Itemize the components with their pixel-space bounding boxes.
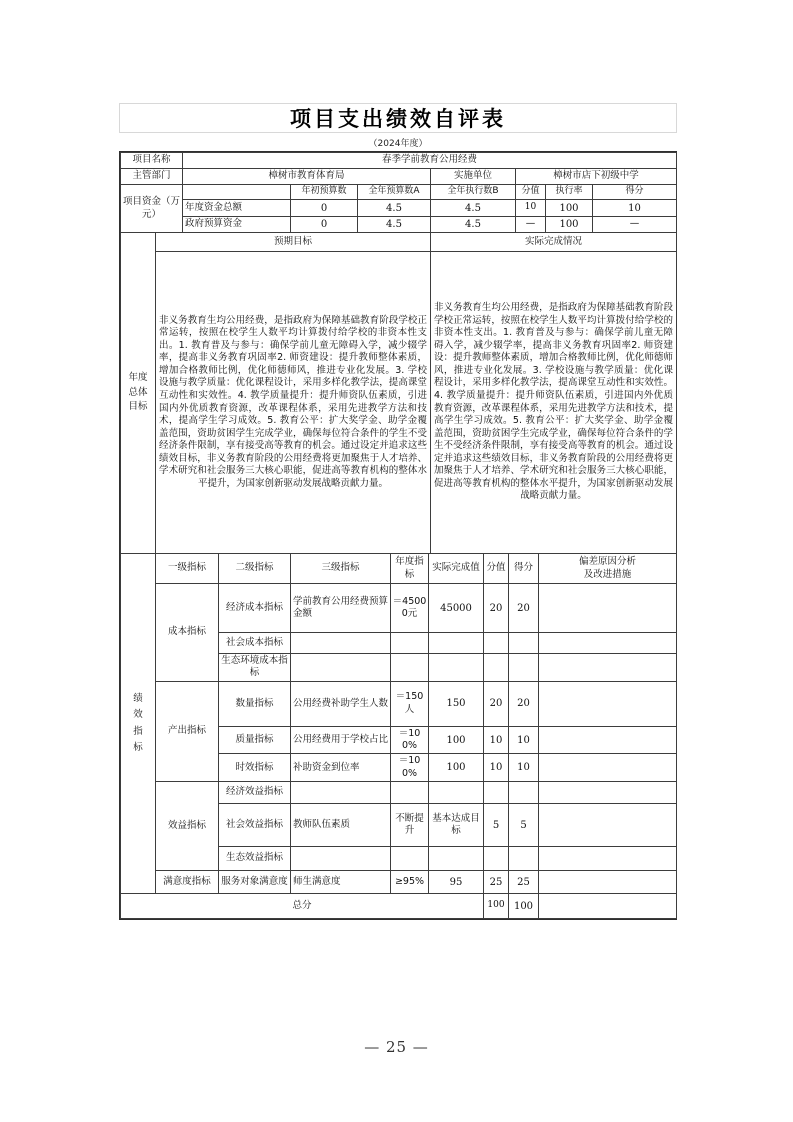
indicator-level3-cell: 学前教育公用经费预算金额	[291, 584, 391, 633]
indicator-level2-cell: 生态效益指标	[219, 847, 291, 871]
indicator-deviation-cell	[539, 782, 677, 804]
fund-executed: 4.5	[431, 200, 516, 217]
fund-initial-budget: 0	[291, 200, 358, 217]
indicator-level3-cell: 补助资金到位率	[291, 754, 391, 782]
indicator-level2-cell: 数量指标	[219, 681, 291, 726]
department-label: 主管部门	[121, 169, 183, 185]
indicator-actual-cell	[429, 633, 484, 654]
indicator-points-cell: 10	[484, 754, 509, 782]
funds-label: 项目资金（万元）	[121, 185, 183, 233]
indicator-level3-cell	[291, 782, 391, 804]
total-deviation-cell	[539, 894, 677, 919]
indicator-actual-cell: 95	[429, 871, 484, 894]
indicator-row	[121, 782, 677, 804]
fund-row-name: 政府预算资金	[183, 217, 291, 233]
indicator-score-cell	[509, 633, 539, 654]
form-subtitle-box	[119, 133, 677, 151]
implement-unit-label: 实施单位	[431, 169, 516, 185]
fund-points: 10	[516, 200, 546, 217]
funds-col-header: 年初预算数	[291, 185, 358, 200]
indicator-deviation-cell	[539, 754, 677, 782]
indicator-level3-cell	[291, 633, 391, 654]
department-value: 樟树市教育体育局	[183, 169, 431, 185]
actual-result-header: 实际完成情况	[431, 233, 677, 252]
indicator-level3-cell	[291, 654, 391, 682]
indicator-target-cell	[391, 782, 429, 804]
indicator-points-cell	[484, 847, 509, 871]
indicator-header-level1: 一级指标	[156, 554, 219, 584]
annual-goal-table	[120, 232, 677, 554]
indicator-deviation-cell	[539, 726, 677, 754]
indicator-points-cell	[484, 633, 509, 654]
indicator-score-cell: 5	[509, 804, 539, 847]
indicator-points-cell: 20	[484, 681, 509, 726]
indicator-target-cell: 不断提升	[391, 804, 429, 847]
indicator-score-cell	[509, 782, 539, 804]
indicator-actual-cell: 100	[429, 754, 484, 782]
indicator-score-cell: 10	[509, 754, 539, 782]
indicator-score-cell: 10	[509, 726, 539, 754]
indicator-level2-cell: 时效指标	[219, 754, 291, 782]
fund-annual-budget: 4.5	[358, 200, 431, 217]
indicator-target-cell: ≥95%	[391, 871, 429, 894]
indicator-points-cell: 20	[484, 584, 509, 633]
fund-rate: 100	[546, 200, 593, 217]
indicator-level2-cell: 社会成本指标	[219, 633, 291, 654]
indicator-level2-cell: 生态环境成本指标	[219, 654, 291, 682]
indicator-deviation-cell	[539, 633, 677, 654]
page-number: — 25 —	[364, 1038, 429, 1056]
indicator-deviation-cell	[539, 847, 677, 871]
indicator-score-cell: 20	[509, 584, 539, 633]
indicator-level2-cell: 社会效益指标	[219, 804, 291, 847]
self-evaluation-form	[119, 103, 677, 920]
fund-points: —	[516, 217, 546, 233]
indicator-points-cell: 25	[484, 871, 509, 894]
annual-goal-row-label: 年度总体目标	[121, 233, 156, 554]
indicator-deviation-cell	[539, 654, 677, 682]
indicators-table	[120, 553, 677, 919]
indicator-header-level3: 三级指标	[291, 554, 391, 584]
funds-blank-cell	[183, 185, 291, 200]
form-subtitle: （2024年度）	[368, 138, 428, 149]
indicator-level1-cell: 满意度指标	[156, 871, 219, 894]
funds-col-header: 全年预算数A	[358, 185, 431, 200]
indicator-level3-cell	[291, 847, 391, 871]
funds-col-header: 分值	[516, 185, 546, 200]
project-name-row	[121, 153, 677, 169]
indicator-score-cell	[509, 847, 539, 871]
indicator-level3-cell: 公用经费补助学生人数	[291, 681, 391, 726]
indicator-level2-cell: 质量指标	[219, 726, 291, 754]
funds-header-row	[121, 185, 677, 200]
indicator-header-target: 年度指标	[391, 554, 429, 584]
indicator-points-cell: 5	[484, 804, 509, 847]
indicator-target-cell	[391, 847, 429, 871]
indicator-deviation-cell	[539, 871, 677, 894]
fund-score: 10	[593, 200, 677, 217]
fund-score: —	[593, 217, 677, 233]
indicator-level2-cell: 经济成本指标	[219, 584, 291, 633]
indicator-target-cell: ＝100%	[391, 726, 429, 754]
funds-table	[120, 152, 677, 233]
indicator-level3-cell: 公用经费用于学校占比	[291, 726, 391, 754]
indicators-header-row	[121, 554, 677, 584]
fund-initial-budget: 0	[291, 217, 358, 233]
indicator-actual-cell	[429, 654, 484, 682]
indicator-level3-cell: 教师队伍素质	[291, 804, 391, 847]
form-tables	[119, 151, 677, 920]
indicator-actual-cell: 100	[429, 726, 484, 754]
indicator-level1-cell: 成本指标	[156, 584, 219, 682]
indicator-header-score: 得分	[509, 554, 539, 584]
indicator-deviation-cell	[539, 681, 677, 726]
indicators-row-label: 绩效指标	[121, 554, 156, 894]
form-title-box	[119, 103, 677, 133]
indicator-target-cell: ＝100%	[391, 754, 429, 782]
indicator-score-cell: 25	[509, 871, 539, 894]
form-title: 项目支出绩效自评表	[290, 107, 506, 131]
indicator-header-actual: 实际完成值	[429, 554, 484, 584]
indicator-points-cell	[484, 782, 509, 804]
indicator-level2-cell: 经济效益指标	[219, 782, 291, 804]
funds-row-gov	[121, 217, 677, 233]
indicator-header-points: 分值	[484, 554, 509, 584]
funds-row-total	[121, 200, 677, 217]
expected-goal-text: 非义务教育生均公用经费，是指政府为保障基础教育阶段学校正常运转，按照在校学生人数平均计算拨付给学校的非资本性支出。1. 教育普及与参与：确保学前儿童无障碍入学，减少辍学率，提高非义务教育巩固率2. 师资建设：提升教师整体素质，增加合格教师比例，优化师德师风，推进专业化发展。3. 学校设施与教学质量：优化课程设计，采用多样化教学法，提高课堂互动性和实效性。4. 教学质量提升：提升师资队伍素质，引进国内外优质教育资源，改革课程体系，采用先进教学方法和技术，提高学生学习成效。5. 教育公平：扩大奖学金、助学金覆盖范围，资助贫困学生完成学业，确保每位符合条件的学生不受经济条件限制，享有接受高等教育的机会。通过设定并追求这些绩效目标，非义务教育阶段的公用经费将更加聚焦于人才培养、学术研究和社会服务三大核心职能，促进高等教育机构的整体水平提升，为国家创新驱动发展战略贡献力量。	[156, 252, 431, 554]
total-score-label: 总分	[121, 894, 484, 919]
indicator-deviation-cell	[539, 804, 677, 847]
indicator-score-cell: 20	[509, 681, 539, 726]
indicator-target-cell	[391, 633, 429, 654]
fund-row-name: 年度资金总额	[183, 200, 291, 217]
goal-body-row	[121, 252, 677, 554]
indicator-actual-cell	[429, 847, 484, 871]
indicator-actual-cell: 45000	[429, 584, 484, 633]
indicator-score-cell	[509, 654, 539, 682]
funds-col-header: 得分	[593, 185, 677, 200]
indicator-target-cell	[391, 654, 429, 682]
indicator-level2-cell: 服务对象满意度	[219, 871, 291, 894]
goal-header-row	[121, 233, 677, 252]
indicator-row	[121, 871, 677, 894]
indicator-deviation-cell	[539, 584, 677, 633]
indicator-header-level2: 二级指标	[219, 554, 291, 584]
indicator-target-cell: ＝45000元	[391, 584, 429, 633]
indicator-level3-cell: 师生满意度	[291, 871, 391, 894]
funds-col-header: 全年执行数B	[431, 185, 516, 200]
implement-unit-value: 樟树市店下初级中学	[516, 169, 677, 185]
indicator-level1-cell: 效益指标	[156, 782, 219, 871]
expected-goal-header: 预期目标	[156, 233, 431, 252]
indicator-row	[121, 681, 677, 726]
fund-annual-budget: 4.5	[358, 217, 431, 233]
indicator-points-cell	[484, 654, 509, 682]
indicator-row	[121, 584, 677, 633]
indicator-target-cell: ＝150人	[391, 681, 429, 726]
fund-rate: 100	[546, 217, 593, 233]
total-score-value: 100	[509, 894, 539, 919]
project-name-value: 春季学前教育公用经费	[183, 153, 677, 169]
total-points-value: 100	[484, 894, 509, 919]
indicator-points-cell: 10	[484, 726, 509, 754]
indicator-header-deviation: 偏差原因分析及改进措施	[539, 554, 677, 584]
indicator-actual-cell	[429, 782, 484, 804]
indicator-actual-cell: 基本达成目标	[429, 804, 484, 847]
indicator-actual-cell: 150	[429, 681, 484, 726]
department-row	[121, 169, 677, 185]
funds-col-header: 执行率	[546, 185, 593, 200]
fund-executed: 4.5	[431, 217, 516, 233]
total-score-row	[121, 894, 677, 919]
indicator-level1-cell: 产出指标	[156, 681, 219, 781]
project-name-label: 项目名称	[121, 153, 183, 169]
actual-result-text: 非义务教育生均公用经费，是指政府为保障基础教育阶段学校正常运转，按照在校学生人数平均计算拨付给学校的非资本性支出。1. 教育普及与参与：确保学前儿童无障碍入学，减少辍学率，提高非义务教育巩固率2. 师资建设：提升教师整体素质，增加合格教师比例，优化师德师风，推进专业化发展。3. 学校设施与教学质量：优化课程设计，采用多样化教学法，提高课堂互动性和实效性。4. 教学质量提升：提升师资队伍素质，引进国内外优质教育资源，改革课程体系，采用先进教学方法和技术，提高学生学习成效。5. 教育公平：扩大奖学金、助学金覆盖范围，资助贫困学生完成学业，确保每位符合条件的学生不受经济条件限制，享有接受高等教育的机会。通过设定并追求这些绩效目标，非义务教育阶段的公用经费将更加聚焦于人才培养、学术研究和社会服务三大核心职能，促进高等教育机构的整体水平提升，为国家创新驱动发展战略贡献力量。	[431, 252, 677, 554]
